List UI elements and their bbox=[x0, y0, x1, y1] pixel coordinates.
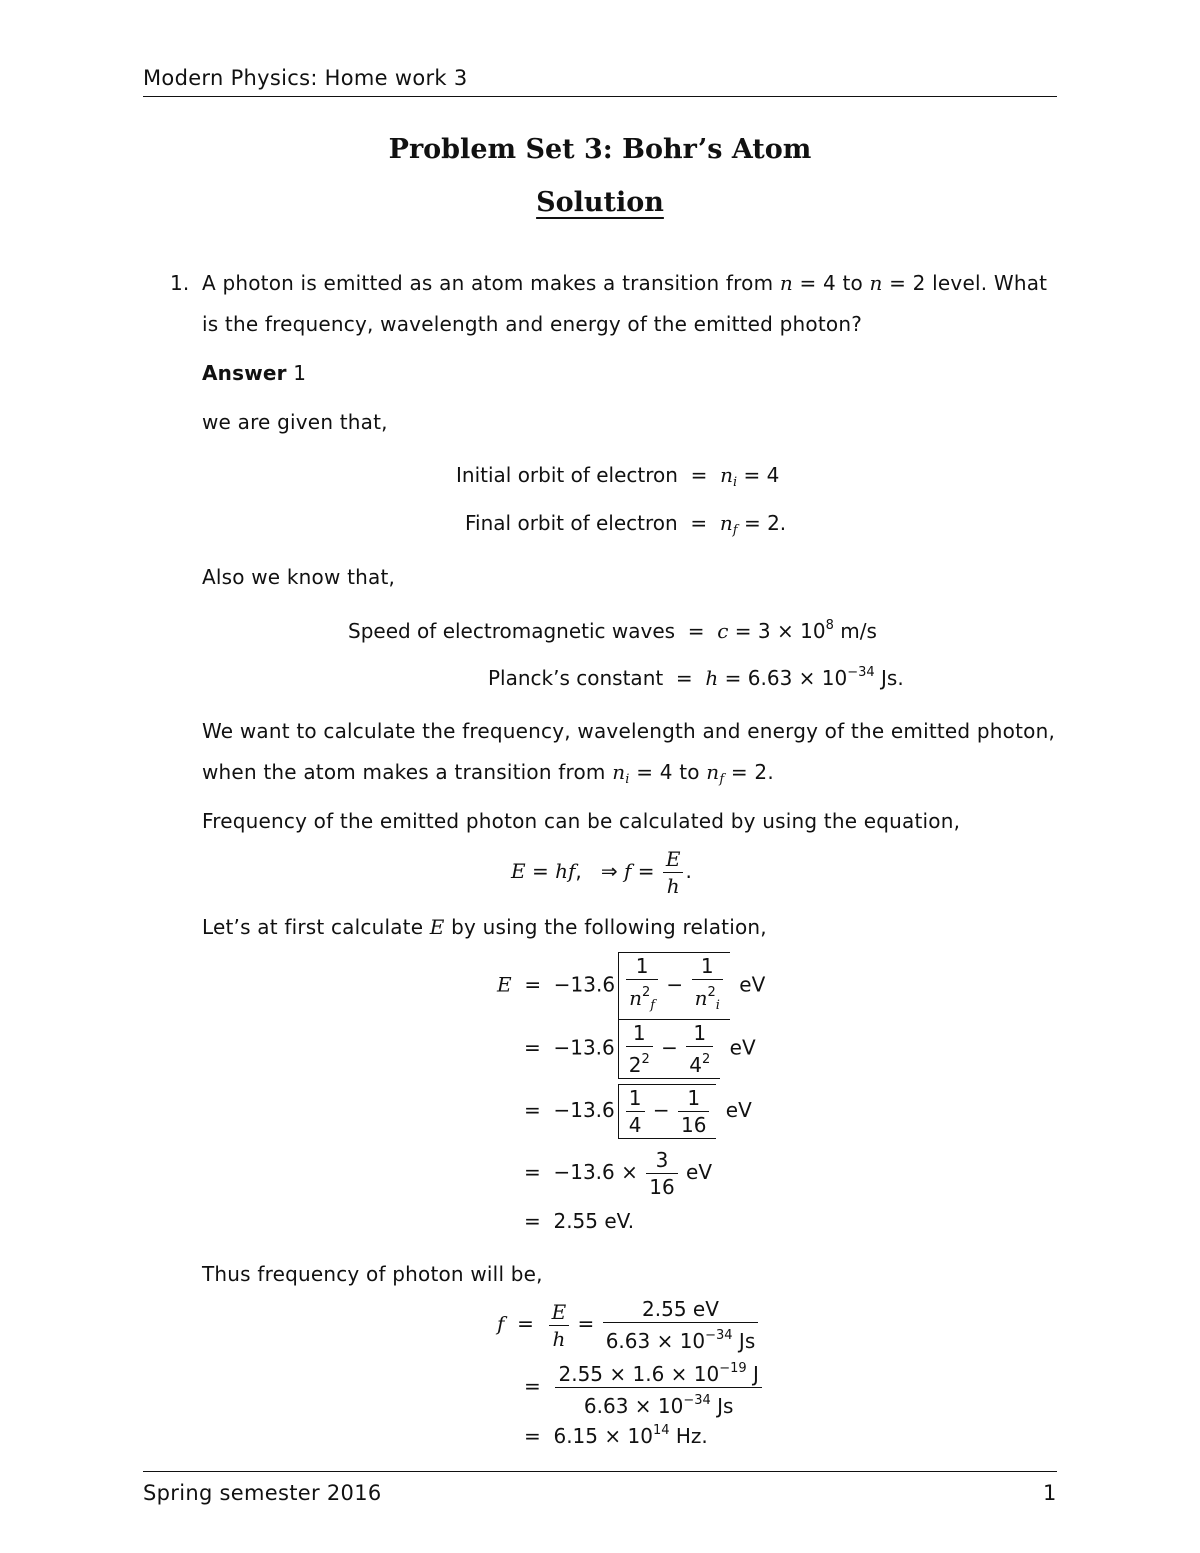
footer-rule bbox=[143, 1471, 1057, 1472]
want-line-1: We want to calculate the frequency, wavelength and energy of the emitted photon, bbox=[202, 719, 1056, 743]
footer-left: Spring semester 2016 bbox=[143, 1481, 382, 1505]
eq-frequency-step-1: f = $\frac{E}{h}$ = $\frac{2.55 eV}{6.63 \times 10^{-34} Js}$ bbox=[497, 1296, 760, 1354]
freq-intro: Frequency of the emitted photon can be calculated by using the equation, bbox=[202, 809, 961, 833]
problem-line-2: is the frequency, wavelength and energy of the emitted photon? bbox=[202, 312, 863, 336]
eq-speed-of-light: Speed of electromagnetic waves = $c = 3 \times 10^8$ m/s bbox=[348, 618, 877, 643]
eq-energy-step-4: = −13.6 × $\frac{3}{16}$ eV bbox=[524, 1148, 713, 1199]
want-line-2: when the atom makes a transition from $n_i = 4$ to $n_f = 2$. bbox=[202, 760, 774, 787]
eq-planck-constant: Planck’s constant = $h = 6.63 \times 10^{-34}$ Js. bbox=[488, 665, 904, 690]
eq-energy-step-3: = −13.6 $\frac{1}{4}$ − $\frac{1}{16}$ eV bbox=[524, 1086, 752, 1137]
know-intro: Also we know that, bbox=[202, 565, 396, 589]
eq-final-orbit: Final orbit of electron = $n_f = 2$. bbox=[465, 511, 787, 538]
page-number: 1 bbox=[1043, 1481, 1057, 1505]
calc-intro: Let’s at first calculate E by using the following relation, bbox=[202, 915, 767, 939]
eq-e-hf: E = hf, ⇒ f = $\frac{E}{h}$ . bbox=[511, 847, 692, 898]
header-rule bbox=[143, 96, 1057, 97]
given-intro: we are given that, bbox=[202, 410, 388, 434]
running-header: Modern Physics: Home work 3 bbox=[143, 66, 468, 90]
problem-number: 1. bbox=[170, 271, 190, 295]
eq-energy-result: = 2.55 eV. bbox=[524, 1209, 635, 1233]
thus-intro: Thus frequency of photon will be, bbox=[202, 1262, 543, 1286]
answer-heading: Answer 1 bbox=[202, 361, 307, 385]
page-title: Problem Set 3: Bohr’s Atom bbox=[388, 134, 812, 165]
problem-line-1: A photon is emitted as an atom makes a transition from n = 4 to n = 2 level. What bbox=[202, 271, 1048, 295]
eq-energy-step-1: E = −13.6 $\frac{1}{n^2_f}$ − $\frac{1}{n^2_i}$ eV bbox=[497, 952, 765, 1020]
eq-frequency-result: = $6.15 \times 10^{14}$ Hz. bbox=[524, 1423, 708, 1448]
eq-initial-orbit: Initial orbit of electron = $n_i = 4$ bbox=[456, 463, 780, 490]
eq-energy-step-2: = −13.6 $\frac{1}{2^2}$ − $\frac{1}{4^2}$ eV bbox=[524, 1021, 756, 1077]
eq-frequency-step-2: = $\frac{2.55 \times 1.6 \times 10^{-19} J}{6.63 \times 10^{-34} Js}$ bbox=[524, 1356, 764, 1419]
page-subtitle: Solution bbox=[536, 187, 664, 218]
